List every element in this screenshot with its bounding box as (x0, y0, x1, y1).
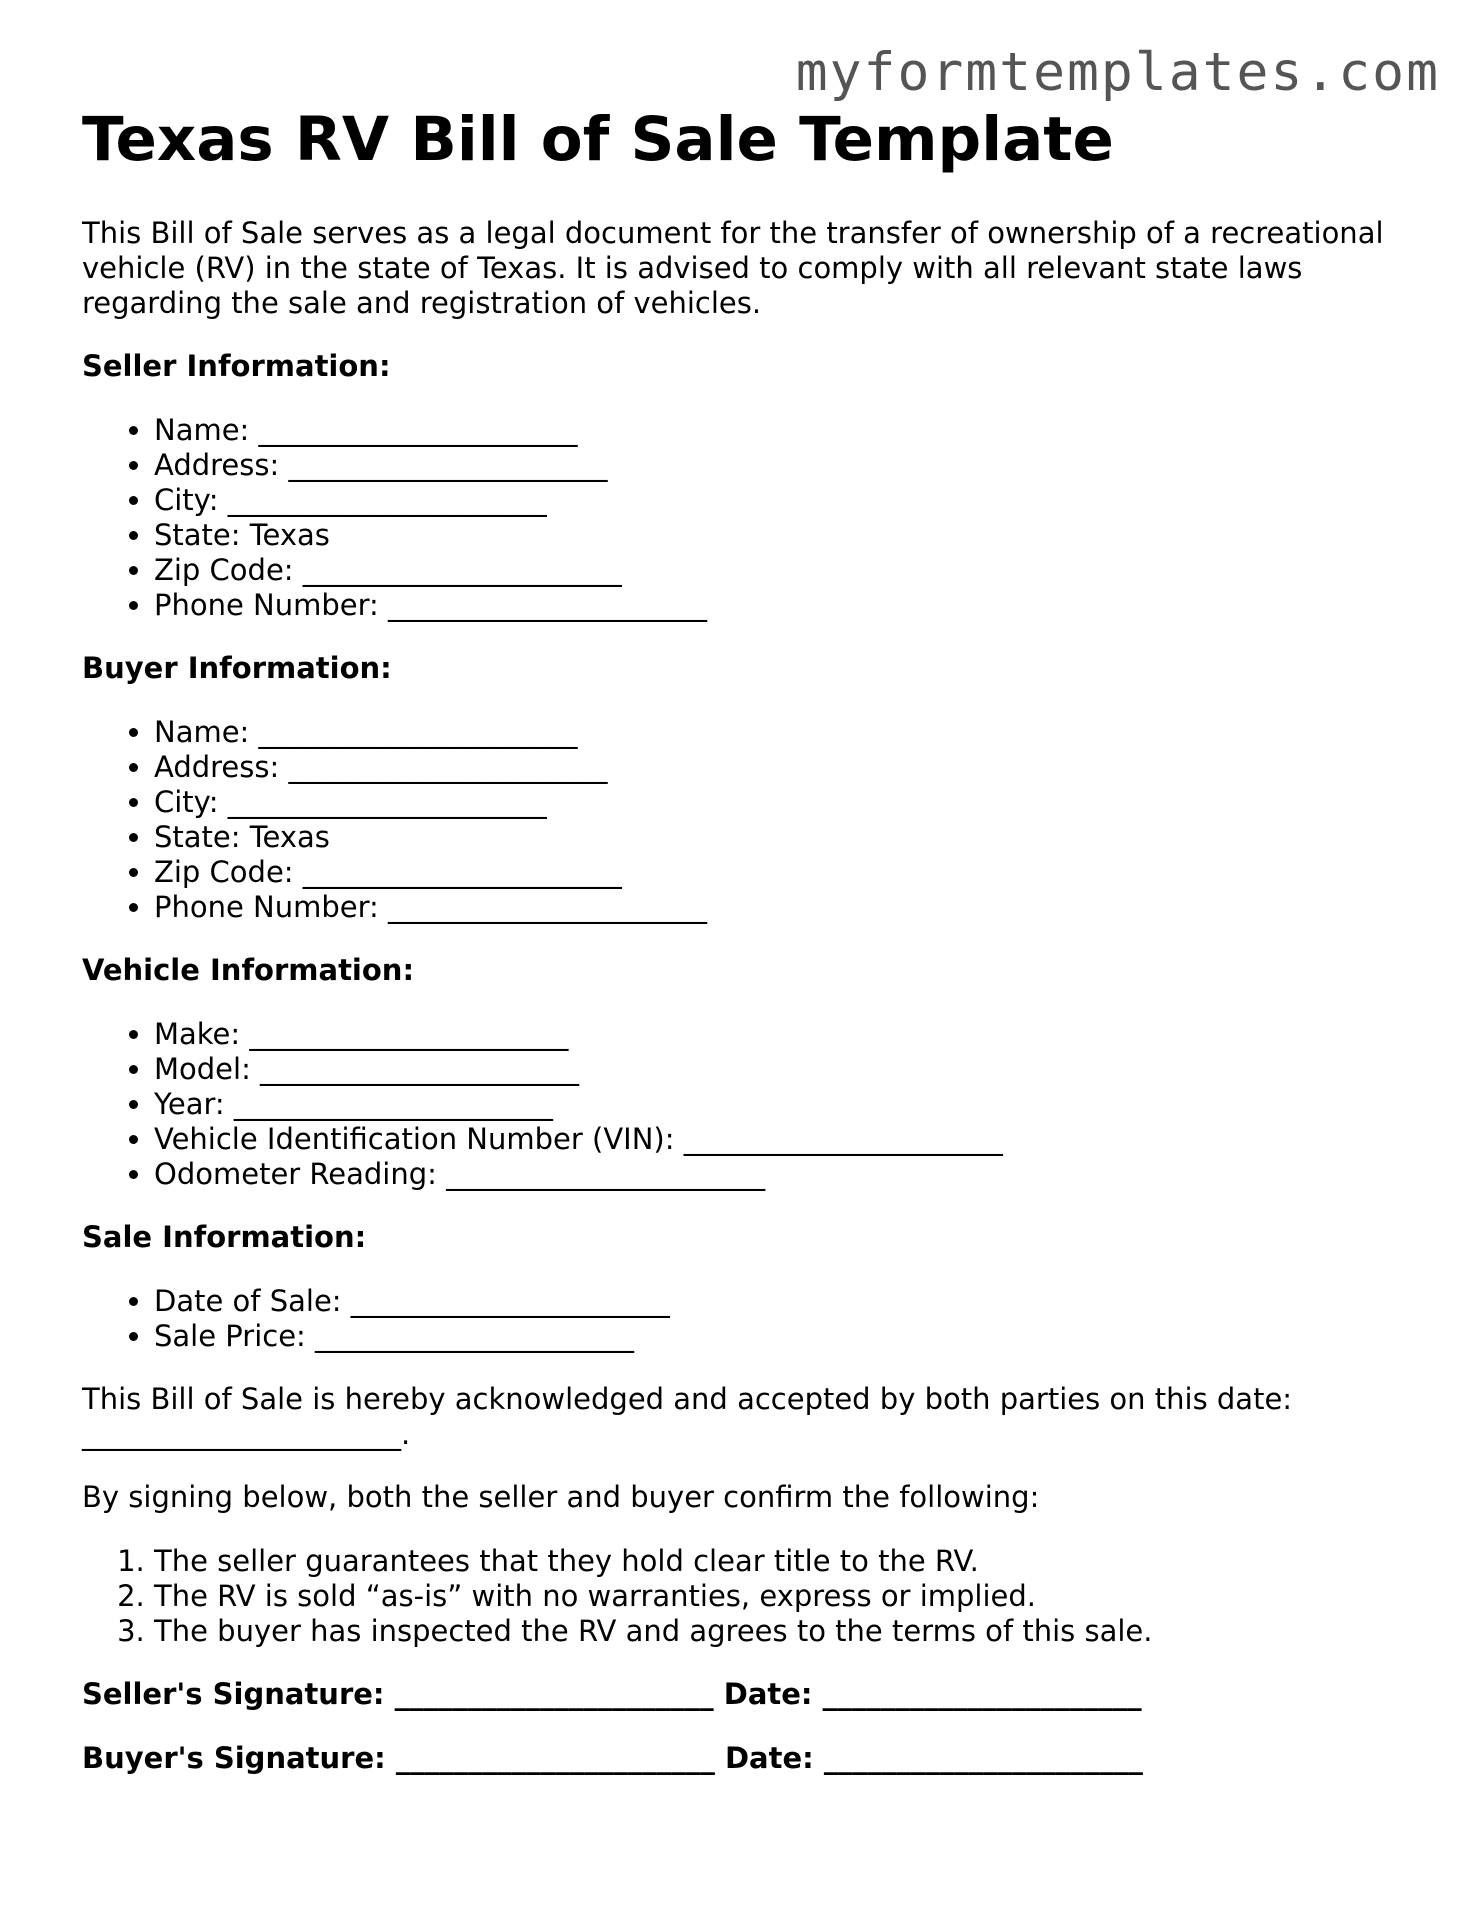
buyer-address-field: • Address: ______________________ (154, 750, 1402, 785)
sale-fields-list (82, 1284, 1402, 1354)
vehicle-vin-field: • Vehicle Identification Number (VIN): ______________________ (154, 1122, 1402, 1157)
seller-signature-line (82, 1677, 1402, 1712)
buyer-date-blank: ______________________ (823, 1741, 1143, 1775)
intro-paragraph: This Bill of Sale serves as a legal document for the transfer of ownership of a recreational vehicle (RV) in the state of Texas. It is advised to comply with all relevant state laws regarding the sale and registration of vehicles. (82, 216, 1384, 320)
confirmations-list (82, 1544, 1402, 1649)
document-title: Texas RV Bill of Sale Template (82, 104, 1114, 175)
confirmation-item: 1. The seller guarantees that they hold clear title to the RV. (154, 1544, 1402, 1579)
buyer-fields-list (82, 715, 1402, 925)
seller-state-field: • State: Texas (154, 518, 1402, 553)
vehicle-model-field: • Model: ______________________ (154, 1052, 1402, 1087)
watermark-text: myformtemplates.com (795, 42, 1440, 103)
seller-date-blank: ______________________ (822, 1677, 1142, 1711)
seller-fields-list (82, 413, 1402, 623)
document-body (82, 104, 1402, 1805)
seller-city-field: • City: ______________________ (154, 483, 1402, 518)
confirmation-intro: By signing below, both the seller and buyer confirm the following: (82, 1480, 1040, 1514)
seller-address-field: • Address: ______________________ (154, 448, 1402, 483)
buyer-city-field: • City: ______________________ (154, 785, 1402, 820)
vehicle-year-field: • Year: ______________________ (154, 1087, 1402, 1122)
vehicle-section-heading: Vehicle Information: (82, 953, 415, 987)
seller-signature-blank: ______________________ (394, 1677, 714, 1711)
buyer-signature-blank: ______________________ (395, 1741, 715, 1775)
buyer-zip-field: • Zip Code: ______________________ (154, 855, 1402, 890)
seller-name-field: • Name: ______________________ (154, 413, 1402, 448)
confirmation-item: 2. The RV is sold “as-is” with no warranties, express or implied. (154, 1579, 1402, 1614)
seller-signature-label: Seller's Signature: (82, 1677, 385, 1711)
acknowledgment-paragraph: This Bill of Sale is hereby acknowledged and accepted by both parties on this date: ______________________. (82, 1382, 1293, 1451)
buyer-date-label: Date: (724, 1741, 814, 1775)
buyer-signature-line (82, 1741, 1402, 1776)
buyer-section-heading: Buyer Information: (82, 651, 392, 685)
seller-date-label: Date: (723, 1677, 813, 1711)
buyer-state-field: • State: Texas (154, 820, 1402, 855)
vehicle-fields-list (82, 1017, 1402, 1192)
vehicle-make-field: • Make: ______________________ (154, 1017, 1402, 1052)
sale-section-heading: Sale Information: (82, 1220, 367, 1254)
buyer-phone-field: • Phone Number: ______________________ (154, 890, 1402, 925)
seller-zip-field: • Zip Code: ______________________ (154, 553, 1402, 588)
buyer-signature-label: Buyer's Signature: (82, 1741, 386, 1775)
confirmation-item: 3. The buyer has inspected the RV and agrees to the terms of this sale. (154, 1614, 1402, 1649)
seller-phone-field: • Phone Number: ______________________ (154, 588, 1402, 623)
buyer-name-field: • Name: ______________________ (154, 715, 1402, 750)
sale-price-field: • Sale Price: ______________________ (154, 1319, 1402, 1354)
vehicle-odometer-field: • Odometer Reading: ______________________ (154, 1157, 1402, 1192)
sale-date-field: • Date of Sale: ______________________ (154, 1284, 1402, 1319)
seller-section-heading: Seller Information: (82, 349, 391, 383)
